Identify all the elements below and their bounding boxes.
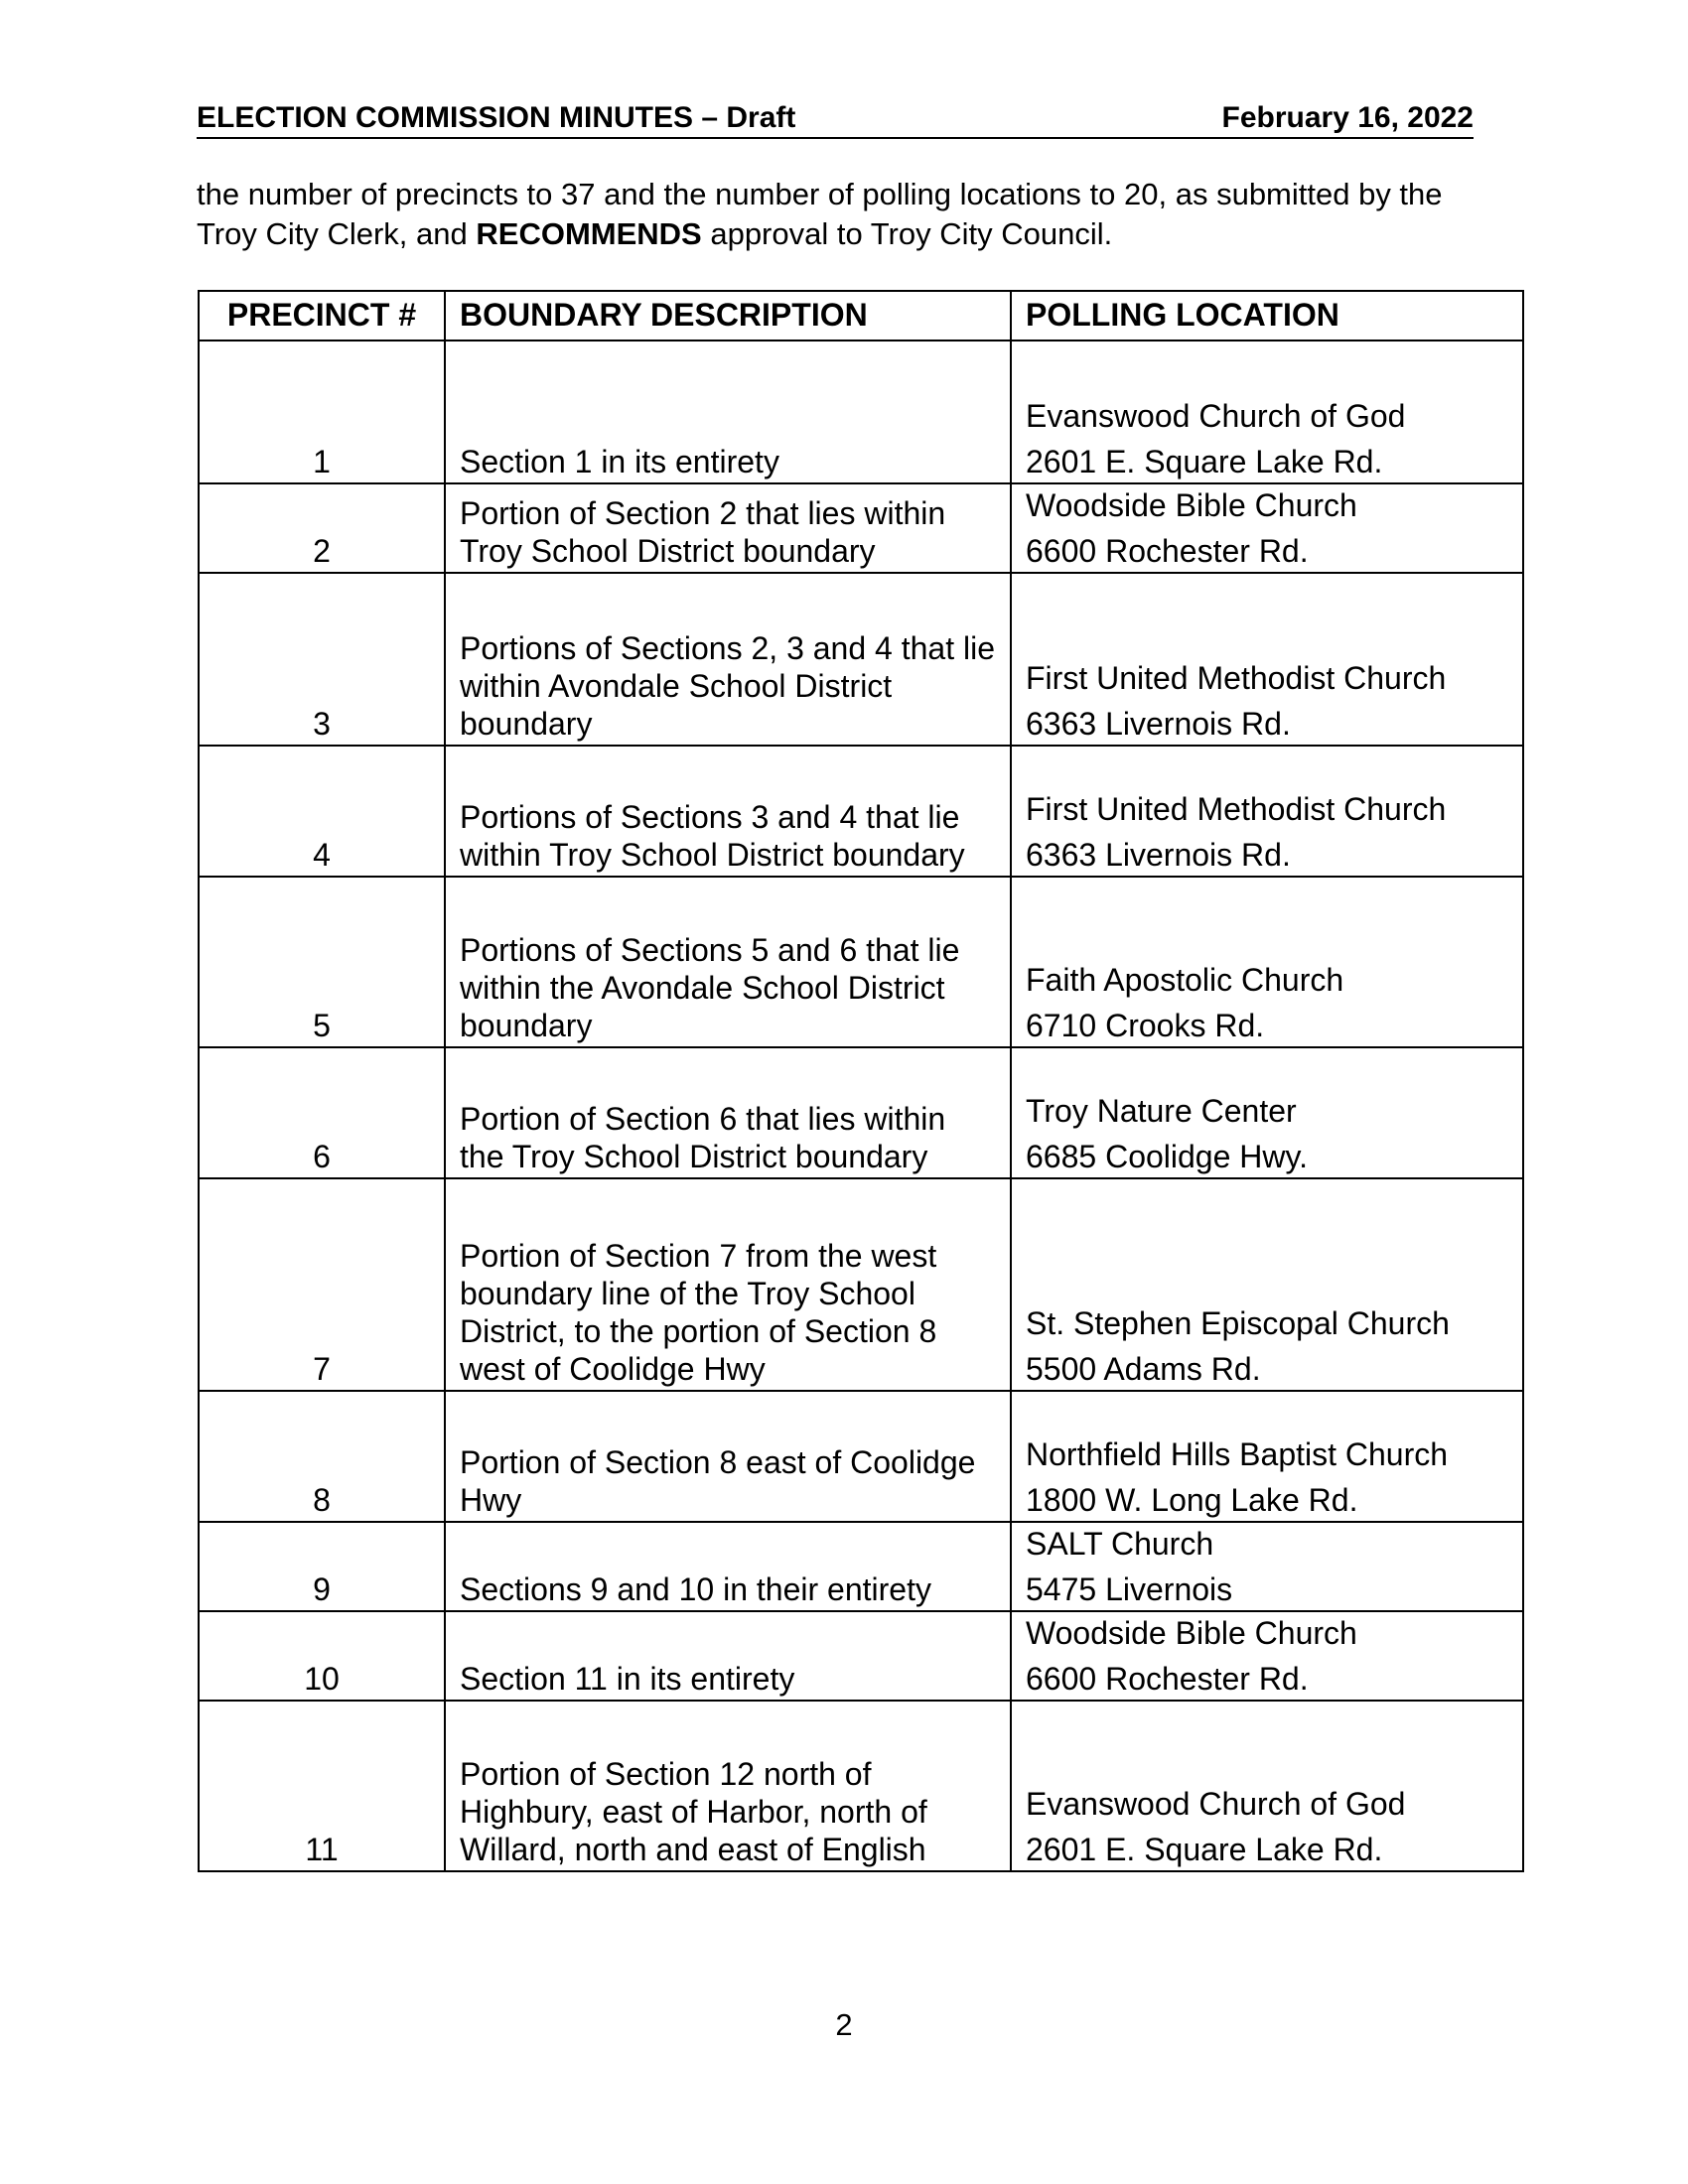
location-name: Woodside Bible Church bbox=[1026, 487, 1357, 523]
location-name: St. Stephen Episcopal Church bbox=[1026, 1305, 1450, 1341]
boundary-description: Portion of Section 2 that lies within Troy School District boundary bbox=[445, 483, 1011, 573]
polling-location bbox=[1011, 573, 1523, 746]
intro-text-before: the number of precincts to 37 and the number of polling locations to 20, as submitted by the Troy City Clerk, and bbox=[197, 177, 1443, 251]
location-address: 1800 W. Long Lake Rd. bbox=[1026, 1482, 1358, 1518]
location-name: Woodside Bible Church bbox=[1026, 1615, 1357, 1651]
precinct-number: 1 bbox=[199, 341, 445, 483]
location-address: 5500 Adams Rd. bbox=[1026, 1351, 1261, 1387]
table-row bbox=[199, 1611, 1523, 1701]
polling-location bbox=[1011, 746, 1523, 877]
boundary-description: Portions of Sections 2, 3 and 4 that lie within Avondale School District boundary bbox=[445, 573, 1011, 746]
table-row bbox=[199, 877, 1523, 1047]
location-address: 6363 Livernois Rd. bbox=[1026, 706, 1291, 742]
table-row bbox=[199, 1522, 1523, 1611]
table-row bbox=[199, 1391, 1523, 1522]
boundary-description: Portion of Section 12 north of Highbury, east of Harbor, north of Willard, north and east of English bbox=[445, 1701, 1011, 1871]
precinct-number: 5 bbox=[199, 877, 445, 1047]
location-address: 6685 Coolidge Hwy. bbox=[1026, 1139, 1309, 1174]
location-name: Evanswood Church of God bbox=[1026, 398, 1406, 434]
polling-location bbox=[1011, 1701, 1523, 1871]
intro-text-after: approval to Troy City Council. bbox=[701, 216, 1113, 251]
polling-location bbox=[1011, 1178, 1523, 1391]
precinct-number: 2 bbox=[199, 483, 445, 573]
precinct-number: 4 bbox=[199, 746, 445, 877]
location-address: 5475 Livernois bbox=[1026, 1571, 1233, 1607]
boundary-description: Section 1 in its entirety bbox=[445, 341, 1011, 483]
polling-location bbox=[1011, 877, 1523, 1047]
intro-bold-word: RECOMMENDS bbox=[476, 216, 702, 251]
polling-location bbox=[1011, 1391, 1523, 1522]
table-row bbox=[199, 746, 1523, 877]
precinct-number: 3 bbox=[199, 573, 445, 746]
table-row bbox=[199, 341, 1523, 483]
intro-paragraph bbox=[197, 175, 1477, 254]
document-date: February 16, 2022 bbox=[1221, 101, 1474, 134]
table-row bbox=[199, 1047, 1523, 1178]
precinct-table bbox=[198, 290, 1524, 1872]
polling-location bbox=[1011, 1047, 1523, 1178]
boundary-description: Portions of Sections 3 and 4 that lie within Troy School District boundary bbox=[445, 746, 1011, 877]
precinct-number: 7 bbox=[199, 1178, 445, 1391]
page-header bbox=[197, 99, 1474, 139]
table-row bbox=[199, 1178, 1523, 1391]
table-row bbox=[199, 483, 1523, 573]
boundary-description: Portion of Section 6 that lies within the Troy School District boundary bbox=[445, 1047, 1011, 1178]
location-address: 2601 E. Square Lake Rd. bbox=[1026, 444, 1383, 479]
location-address: 6363 Livernois Rd. bbox=[1026, 837, 1291, 873]
header-precinct: PRECINCT # bbox=[199, 291, 445, 341]
page-number: 2 bbox=[835, 2007, 853, 2042]
location-name: First United Methodist Church bbox=[1026, 660, 1447, 696]
table-row bbox=[199, 1701, 1523, 1871]
location-name: Troy Nature Center bbox=[1026, 1093, 1297, 1129]
precinct-number: 9 bbox=[199, 1522, 445, 1611]
precinct-number: 10 bbox=[199, 1611, 445, 1701]
boundary-description: Portions of Sections 5 and 6 that lie within the Avondale School District boundary bbox=[445, 877, 1011, 1047]
boundary-description: Sections 9 and 10 in their entirety bbox=[445, 1522, 1011, 1611]
header-location: POLLING LOCATION bbox=[1011, 291, 1523, 341]
location-name: First United Methodist Church bbox=[1026, 791, 1447, 827]
polling-location bbox=[1011, 1522, 1523, 1611]
precinct-number: 8 bbox=[199, 1391, 445, 1522]
document-title: ELECTION COMMISSION MINUTES – Draft bbox=[197, 101, 796, 134]
header-boundary: BOUNDARY DESCRIPTION bbox=[445, 291, 1011, 341]
precinct-number: 11 bbox=[199, 1701, 445, 1871]
boundary-description: Portion of Section 7 from the west boundary line of the Troy School District, to the portion of Section 8 west of Coolidge Hwy bbox=[445, 1178, 1011, 1391]
location-name: SALT Church bbox=[1026, 1526, 1214, 1562]
location-address: 6600 Rochester Rd. bbox=[1026, 533, 1309, 569]
boundary-description: Portion of Section 8 east of Coolidge Hwy bbox=[445, 1391, 1011, 1522]
precinct-number: 6 bbox=[199, 1047, 445, 1178]
polling-location bbox=[1011, 1611, 1523, 1701]
location-address: 6600 Rochester Rd. bbox=[1026, 1661, 1309, 1697]
table-header-row bbox=[199, 291, 1523, 341]
location-address: 6710 Crooks Rd. bbox=[1026, 1008, 1265, 1043]
table-row bbox=[199, 573, 1523, 746]
location-name: Northfield Hills Baptist Church bbox=[1026, 1436, 1449, 1472]
location-address: 2601 E. Square Lake Rd. bbox=[1026, 1832, 1383, 1867]
polling-location bbox=[1011, 341, 1523, 483]
boundary-description: Section 11 in its entirety bbox=[445, 1611, 1011, 1701]
location-name: Faith Apostolic Church bbox=[1026, 962, 1344, 998]
location-name: Evanswood Church of God bbox=[1026, 1786, 1406, 1822]
polling-location bbox=[1011, 483, 1523, 573]
